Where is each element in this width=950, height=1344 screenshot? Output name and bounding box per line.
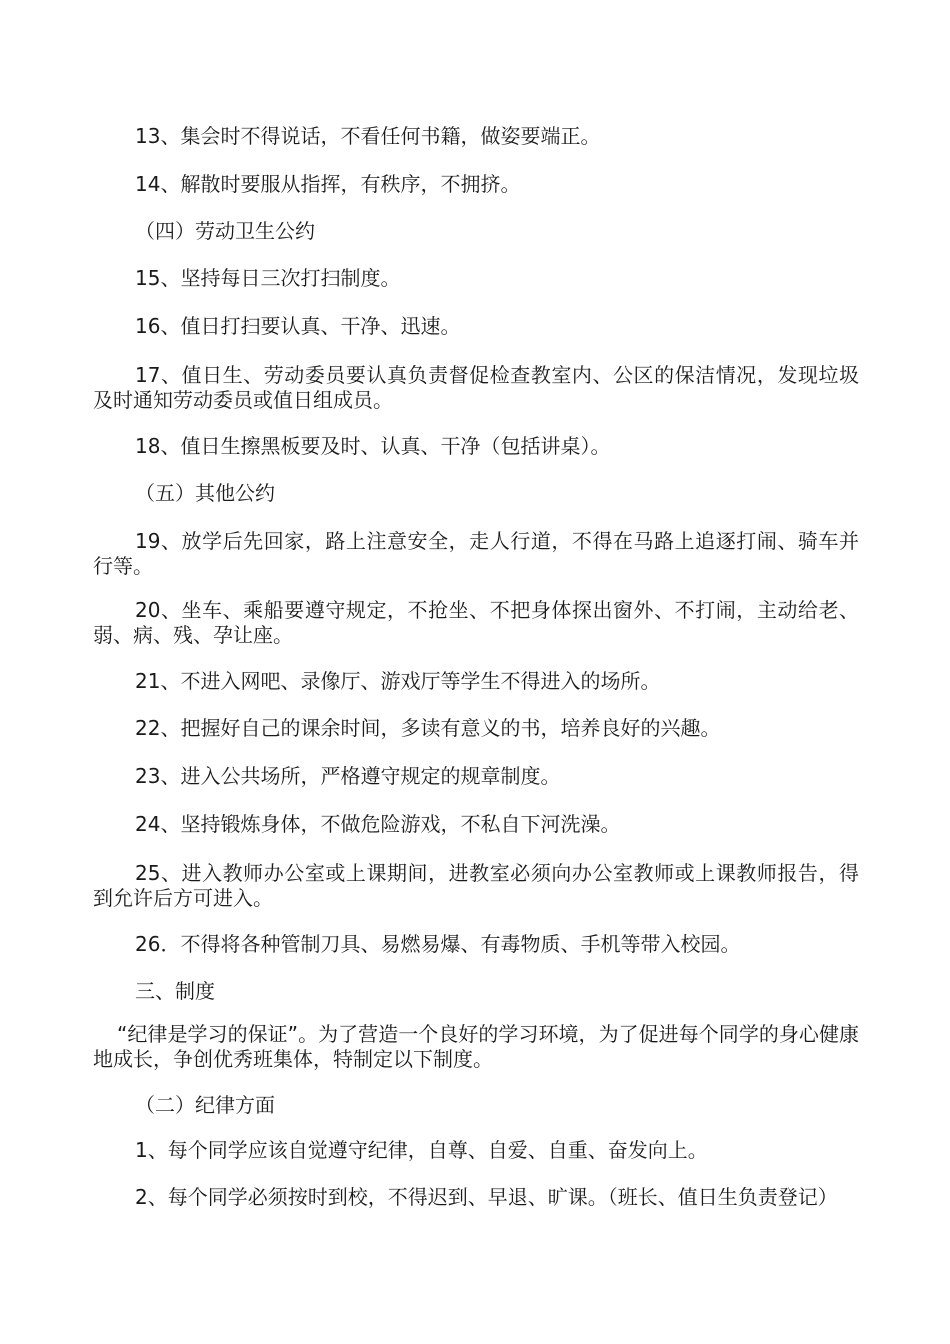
rule-15: 15、坚持每日三次打扫制度。: [135, 266, 401, 290]
rule-14: 14、解散时要服从指挥，有秩序，不拥挤。: [135, 172, 521, 196]
system-intro: “纪律是学习的保证”。为了营造一个良好的学习环境，为了促进每个同学的身心健康地成长，争创优秀班集体，特制定以下制度。: [93, 1022, 859, 1071]
discipline-rule-1: 1、每个同学应该自觉遵守纪律，自尊、自爱、自重、奋发向上。: [135, 1138, 708, 1162]
rule-23: 23、进入公共场所，严格遵守规定的规章制度。: [135, 764, 561, 788]
rule-16: 16、值日打扫要认真、干净、迅速。: [135, 314, 461, 338]
rule-25: 25、进入教师办公室或上课期间，进教室必须向办公室教师或上课教师报告，得到允许后方可进入。: [93, 861, 859, 910]
section-heading-other: （五）其他公约: [135, 481, 275, 505]
discipline-rule-2: 2、每个同学必须按时到校，不得迟到、早退、旷课。（班长、值日生负责登记）: [135, 1185, 838, 1209]
rule-21: 21、不进入网吧、录像厅、游戏厅等学生不得进入的场所。: [135, 669, 661, 693]
rule-20: 20、坐车、乘船要遵守规定，不抢坐、不把身体探出窗外、不打闹，主动给老、弱、病、残、孕让座。: [93, 598, 859, 647]
rule-24: 24、坚持锻炼身体，不做危险游戏，不私自下河洗澡。: [135, 812, 621, 836]
rule-22: 22、把握好自己的课余时间，多读有意义的书，培养良好的兴趣。: [135, 716, 721, 740]
section-heading-system: 三、制度: [135, 979, 215, 1003]
section-heading-labor-hygiene: （四）劳动卫生公约: [135, 219, 315, 243]
rule-13: 13、集会时不得说话，不看任何书籍，做姿要端正。: [135, 124, 601, 148]
rule-17: 17、值日生、劳动委员要认真负责督促检查教室内、公区的保洁情况，发现垃圾及时通知劳动委员或值日组成员。: [93, 363, 859, 412]
rule-26: 26．不得将各种管制刀具、易燃易爆、有毒物质、手机等带入校园。: [135, 932, 741, 956]
section-heading-discipline: （二）纪律方面: [135, 1093, 275, 1117]
rule-19: 19、放学后先回家，路上注意安全，走人行道，不得在马路上追逐打闹、骑车并行等。: [93, 529, 859, 578]
rule-18: 18、值日生擦黑板要及时、认真、干净（包括讲桌）。: [135, 434, 611, 458]
